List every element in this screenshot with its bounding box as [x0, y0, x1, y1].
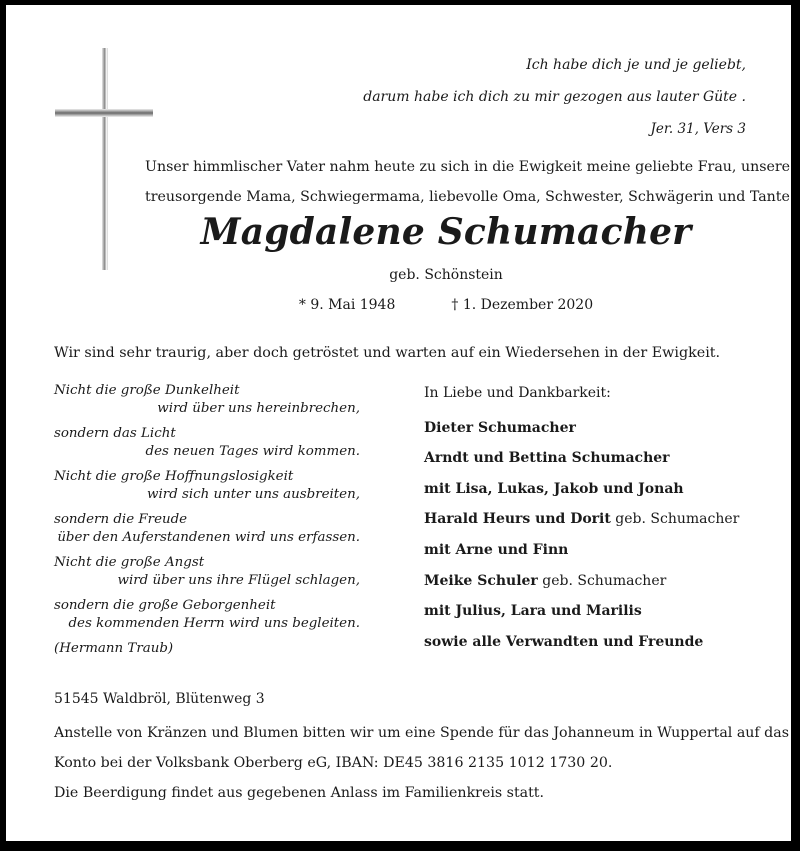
family-member	[424, 596, 739, 627]
family-heading: In Liebe und Dankbarkeit:	[424, 385, 611, 401]
family-member	[424, 443, 739, 474]
obituary-notice	[6, 5, 791, 841]
donation-line-2: Konto bei der Volksbank Oberberg eG, IBAN: DE45 3816 2135 1012 1730 20.	[54, 755, 613, 771]
family-member-maiden: geb. Schumacher	[537, 572, 667, 589]
death-date: † 1. Dezember 2020	[451, 297, 594, 313]
family-member	[424, 566, 739, 597]
poem-stanza	[54, 468, 360, 503]
family-member-name: mit Julius, Lara und Marilis	[424, 603, 642, 620]
maiden-name: geb. Schönstein	[389, 267, 503, 283]
family-member-maiden: geb. Schumacher	[610, 511, 740, 528]
poem-stanza	[54, 511, 360, 546]
family-member-name: mit Arne und Finn	[424, 541, 569, 558]
family-member	[424, 474, 739, 505]
poem-line: wird sich unter uns ausbreiten,	[147, 486, 360, 502]
poem-line: sondern das Licht	[54, 426, 176, 441]
family-member-name: Meike Schuler	[424, 572, 538, 589]
poem-line: des kommenden Herrn wird uns begleiten.	[68, 615, 360, 631]
funeral-note: Die Beerdigung findet aus gegebenen Anlass im Familienkreis statt.	[54, 785, 545, 801]
poem-stanza	[54, 597, 360, 632]
bible-verse	[326, 49, 746, 145]
family-member-name: Arndt und Bettina Schumacher	[424, 450, 670, 467]
donation-note	[54, 718, 790, 778]
intro-line-2: treusorgende Mama, Schwiegermama, liebevolle Oma, Schwester, Schwägerin und Tante	[145, 189, 790, 205]
poem-stanza	[54, 554, 360, 589]
verse-line-2: darum habe ich dich zu mir gezogen aus lauter Güte .	[363, 89, 746, 105]
poem-line: Nicht die große Hoffnungslosigkeit	[54, 469, 294, 484]
poem	[54, 382, 360, 658]
family-member	[424, 504, 739, 535]
life-dates	[146, 297, 746, 313]
poem-line: Nicht die große Dunkelheit	[54, 383, 240, 398]
poem-line: Nicht die große Angst	[54, 555, 205, 570]
family-list	[424, 378, 740, 650]
donation-line-1: Anstelle von Kränzen und Blumen bitten wir um eine Spende für das Johanneum in Wuppertal auf das	[54, 725, 790, 741]
poem-line: sondern die Freude	[54, 512, 188, 527]
family-member	[424, 413, 739, 444]
intro-line-1: Unser himmlischer Vater nahm heute zu sich in die Ewigkeit meine geliebte Frau, unsere	[145, 159, 791, 175]
family-member-name: Harald Heurs und Dorit	[424, 511, 611, 528]
poem-line: sondern die große Geborgenheit	[54, 598, 276, 613]
birth-date: * 9. Mai 1948	[298, 297, 396, 313]
poem-line: über den Auferstandenen wird uns erfassen.	[57, 529, 360, 545]
cross-horizontal-beam	[55, 109, 153, 117]
poem-stanzas	[54, 382, 360, 632]
family-member-name: mit Lisa, Lukas, Jakob und Jonah	[424, 480, 684, 497]
poem-line: des neuen Tages wird kommen.	[145, 443, 360, 459]
address: 51545 Waldbröl, Blütenweg 3	[54, 691, 265, 707]
poem-author: (Hermann Traub)	[54, 641, 174, 656]
family-member-name: Dieter Schumacher	[424, 419, 576, 436]
poem-line: wird über uns hereinbrechen,	[157, 400, 360, 416]
poem-stanza	[54, 425, 360, 460]
deceased-name: Magdalene Schumacher	[200, 211, 692, 253]
poem-line: wird über uns ihre Flügel schlagen,	[117, 572, 360, 588]
family-member-name: sowie alle Verwandten und Freunde	[424, 633, 704, 650]
intro-text	[145, 152, 791, 212]
family-members	[424, 413, 740, 650]
cross-vertical-beam	[102, 48, 108, 270]
verse-line-1: Ich habe dich je und je geliebt,	[526, 57, 746, 73]
poem-stanza	[54, 382, 360, 417]
family-member	[424, 627, 739, 658]
condolence-line: Wir sind sehr traurig, aber doch getröstet und warten auf ein Wiedersehen in der Ewigkeit.	[54, 345, 721, 361]
family-member	[424, 535, 739, 566]
verse-reference: Jer. 31, Vers 3	[650, 121, 746, 137]
